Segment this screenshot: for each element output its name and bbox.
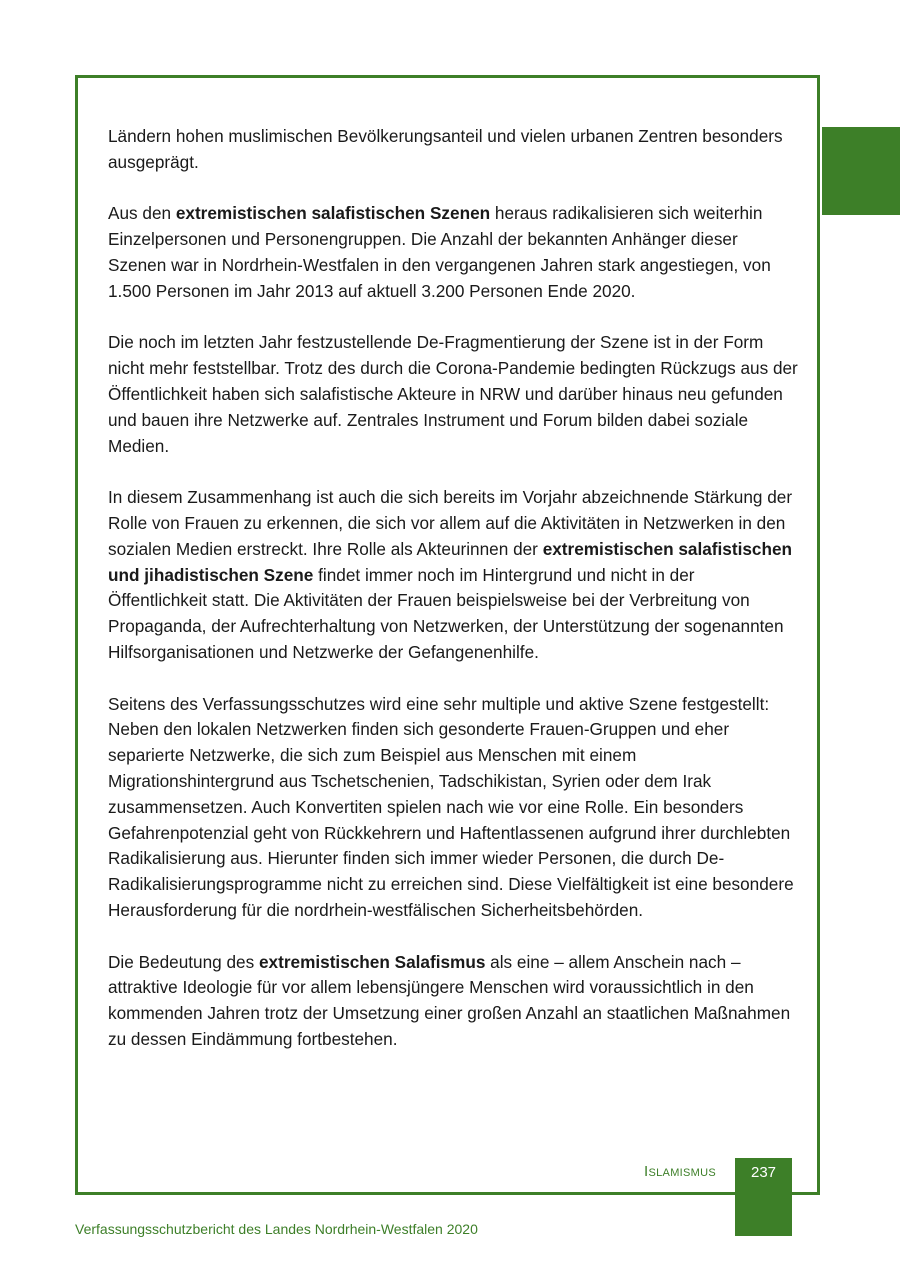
page-number-box bbox=[735, 1158, 792, 1236]
paragraph-6: Die Bedeutung des extremistischen Salafismus als eine – allem Anschein nach – attraktive Ideologie für vor allem lebensjüngere Menschen wird voraussichtlich in den kommenden Jahren trotz der Umsetzung einer großen Anzahl an staatlichen Maßnahmen zu dessen Eindämmung fortbestehen. bbox=[108, 951, 791, 1049]
paragraph-2: Aus den extremistischen salafistischen Szenen heraus radikalisieren sich weiterhin Einzelpersonen und Personengruppen. Die Anzahl der bekannten Anhänger dieser Szenen war in Nordrhein-Westfalen in den vergangenen Jahren stark angestiegen, von 1.500 Personen im Jahr 2013 auf aktuell 3.200 Personen Ende 2020. bbox=[108, 203, 771, 301]
paragraph-4: In diesem Zusammenhang ist auch die sich bereits im Vorjahr abzeichnende Stärkung der Rolle von Frauen zu erkennen, die sich vor allem auf die Aktivitäten in Netzwerken in den sozialen Medien erstreckt. Ihre Rolle als Akteurinnen der extremistischen salafistischen und jihadistischen Szene findet immer noch im Hintergrund und nicht in der Öffentlichkeit statt. Die Aktivitäten der Frauen beispielsweise bei der Verbreitung von Propaganda, der Aufrechterhaltung von Netzwerken, der Unterstützung der sogenannten Hilfsorganisationen und Netzwerke der Gefangenenhilfe. bbox=[108, 487, 793, 662]
body-text bbox=[108, 124, 798, 1078]
bold-term: extremistischen salafistischen Szenen bbox=[175, 203, 491, 224]
paragraph-3: Die noch im letzten Jahr festzustellende De-Fragmentierung der Szene ist in der Form nicht mehr feststellbar. Trotz des durch die Corona-Pandemie bedingten Rückzugs aus der Öffentlichkeit haben sich salafistische Akteure in NRW und darüber hinaus neu gefunden und bauen ihre Netzwerke auf. Zentrales Instrument und Forum bilden dabei soziale Medien. bbox=[108, 332, 798, 456]
paragraph-5: Seitens des Verfassungsschutzes wird eine sehr multiple und aktive Szene festgestellt: Neben den lokalen Netzwerken finden sich gesonderte Frauen-Gruppen und eher separierte Netzwerke, die sich zum Beispiel aus Menschen mit einem Migrationshintergrund aus Tschetschenien, Tadschikistan, Syrien oder dem Irak zusammensetzen. Auch Konvertiten spielen nach wie vor eine Rolle. Ein besonders Gefahrenpotenzial geht von Rückkehrern und Haftentlassenen aufgrund ihrer durchlebten Radikalisierung aus. Hierunter finden sich immer wieder Personen, die durch De-Radikalisierungsprogramme nicht zu erreichen sind. Diese Vielfältigkeit ist eine besondere Herausforderung für die nordrhein-westfälischen Sicherheitsbehörden. bbox=[108, 693, 794, 920]
bold-term: extremistischen Salafismus bbox=[258, 951, 486, 972]
bold-term: extremistischen salafistischen und jihadistischen Szene bbox=[108, 538, 793, 585]
footer-title: Verfassungsschutzbericht des Landes Nordrhein-Westfalen 2020 bbox=[75, 1221, 478, 1237]
page-number: 237 bbox=[750, 1164, 777, 1181]
chapter-tab-marker bbox=[822, 127, 900, 215]
paragraph-1: Ländern hohen muslimischen Bevölkerungsanteil und vielen urbanen Zentren besonders ausgeprägt. bbox=[108, 126, 783, 172]
section-label: Islamismus bbox=[644, 1163, 716, 1180]
